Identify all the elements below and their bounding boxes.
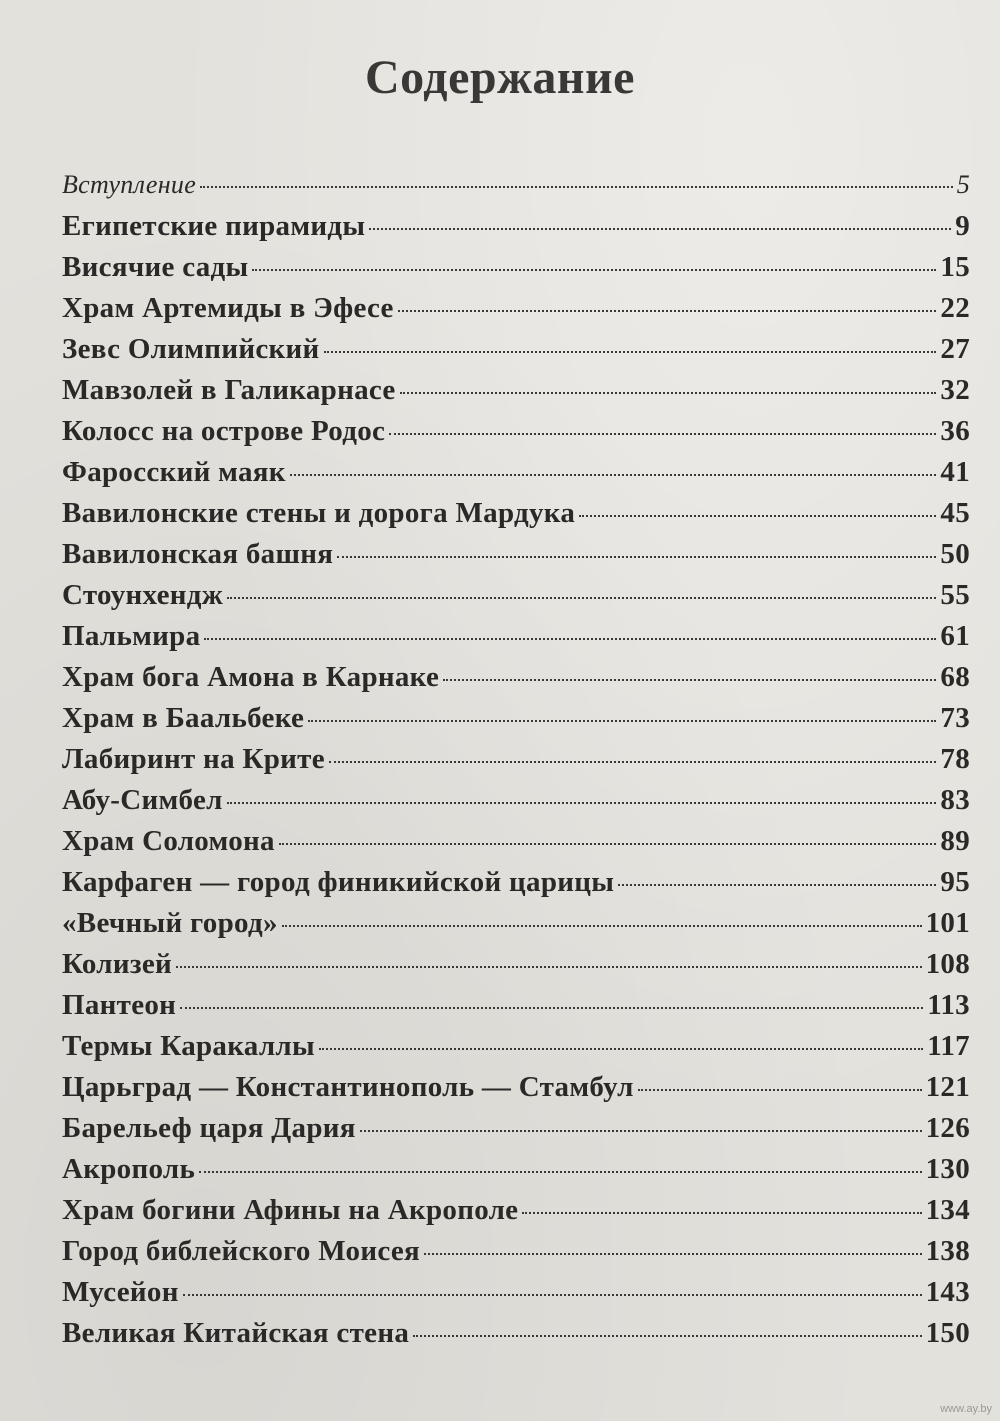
dot-leader <box>369 228 951 230</box>
toc-entry-title: Термы Каракаллы <box>62 1030 315 1062</box>
dot-leader <box>618 884 936 886</box>
toc-entry <box>62 1276 970 1317</box>
dot-leader <box>522 1212 921 1214</box>
dot-leader <box>252 269 936 271</box>
toc-entry-page: 95 <box>940 866 970 898</box>
toc-entry <box>62 1235 970 1276</box>
toc-entry-title: Мавзолей в Галикарнасе <box>62 374 396 406</box>
toc-entry <box>62 1317 970 1358</box>
toc-entry-page: 73 <box>940 702 970 734</box>
toc-entry <box>62 1112 970 1153</box>
toc-entry-page: 134 <box>925 1194 970 1226</box>
toc-entry-title: Пальмира <box>62 620 201 652</box>
toc-entry-title: Колосс на острове Родос <box>62 415 386 447</box>
dot-leader <box>200 186 953 188</box>
toc-entry-page: 113 <box>927 989 970 1021</box>
dot-leader <box>282 925 922 927</box>
table-of-contents <box>62 170 970 1358</box>
toc-entry-page: 50 <box>940 538 970 570</box>
dot-leader <box>308 720 936 722</box>
toc-entry-page: 108 <box>925 948 970 980</box>
toc-entry <box>62 620 970 661</box>
toc-entry-page: 78 <box>940 743 970 775</box>
toc-entry <box>62 292 970 333</box>
toc-entry-page: 5 <box>956 170 970 199</box>
dot-leader <box>424 1253 922 1255</box>
toc-entry-title: Вавилонская башня <box>62 538 334 570</box>
toc-entry <box>62 456 970 497</box>
dot-leader <box>290 474 937 476</box>
toc-entry-page: 36 <box>940 415 970 447</box>
toc-entry <box>62 497 970 538</box>
toc-entry-page: 150 <box>925 1317 970 1349</box>
page-title: Содержание <box>365 51 635 104</box>
dot-leader <box>638 1089 922 1091</box>
toc-entry <box>62 251 970 292</box>
dot-leader <box>204 638 936 640</box>
toc-entry <box>62 210 970 251</box>
toc-entry-page: 117 <box>927 1030 970 1062</box>
dot-leader <box>176 966 922 968</box>
dot-leader <box>227 597 936 599</box>
toc-entry-title: Барельеф царя Дария <box>62 1112 356 1144</box>
toc-entry <box>62 374 970 415</box>
dot-leader <box>199 1171 921 1173</box>
toc-entry-page: 138 <box>925 1235 970 1267</box>
toc-entry <box>62 1153 970 1194</box>
toc-entry <box>62 333 970 374</box>
dot-leader <box>579 515 936 517</box>
toc-entry <box>62 743 970 784</box>
toc-entry-page: 83 <box>940 784 970 816</box>
toc-entry <box>62 702 970 743</box>
toc-entry-title: Вступление <box>62 170 197 199</box>
toc-entry-page: 61 <box>940 620 970 652</box>
toc-entry <box>62 907 970 948</box>
toc-entry-title: Лабиринт на Крите <box>62 743 325 775</box>
toc-entry-page: 45 <box>940 497 970 529</box>
toc-entry-title: Мусейон <box>62 1276 179 1308</box>
dot-leader <box>360 1130 922 1132</box>
toc-entry-page: 22 <box>940 292 970 324</box>
dot-leader <box>389 433 936 435</box>
toc-entry-page: 89 <box>940 825 970 857</box>
toc-entry <box>62 415 970 456</box>
watermark: www.ay.by <box>940 1403 992 1415</box>
dot-leader <box>398 310 937 312</box>
toc-entry <box>62 1071 970 1112</box>
toc-entry-title: Акрополь <box>62 1153 196 1185</box>
toc-entry-title: Вавилонские стены и дорога Мардука <box>62 497 576 529</box>
toc-entry-title: Пантеон <box>62 989 177 1021</box>
toc-entry-page: 143 <box>925 1276 970 1308</box>
toc-entry-title: Храм богини Афины на Акрополе <box>62 1194 519 1226</box>
toc-entry <box>62 538 970 579</box>
toc-entry <box>62 1030 970 1071</box>
toc-entry-title: Храм в Баальбеке <box>62 702 305 734</box>
toc-entry-page: 121 <box>925 1071 970 1103</box>
dot-leader <box>443 679 936 681</box>
toc-entry-page: 27 <box>940 333 970 365</box>
toc-entry-title: Абу-Симбел <box>62 784 223 816</box>
toc-entry-page: 68 <box>940 661 970 693</box>
toc-entry-title: Египетские пирамиды <box>62 210 366 242</box>
toc-entry-title: Фаросский маяк <box>62 456 286 488</box>
toc-entry-page: 9 <box>955 210 970 242</box>
toc-entry-title: Висячие сады <box>62 251 249 283</box>
dot-leader <box>413 1335 921 1337</box>
dot-leader <box>400 392 937 394</box>
toc-entry <box>62 948 970 989</box>
dot-leader <box>319 1048 923 1050</box>
dot-leader <box>329 761 936 763</box>
toc-entry-title: Карфаген — город финикийской царицы <box>62 866 615 898</box>
toc-entry <box>62 1194 970 1235</box>
toc-entry <box>62 170 970 210</box>
dot-leader <box>279 843 937 845</box>
toc-entry-title: Великая Китайская стена <box>62 1317 410 1349</box>
toc-entry <box>62 989 970 1030</box>
dot-leader <box>324 351 937 353</box>
toc-entry-page: 32 <box>940 374 970 406</box>
dot-leader <box>180 1007 923 1009</box>
toc-entry-title: Храм Артемиды в Эфесе <box>62 292 394 324</box>
toc-entry-title: Колизей <box>62 948 173 980</box>
toc-entry-page: 55 <box>940 579 970 611</box>
toc-entry <box>62 579 970 620</box>
toc-entry-page: 15 <box>940 251 970 283</box>
toc-entry-title: Храм бога Амона в Карнаке <box>62 661 440 693</box>
toc-entry-title: Царьград — Константинополь — Стамбул <box>62 1071 634 1103</box>
toc-entry <box>62 866 970 907</box>
toc-entry-page: 101 <box>925 907 970 939</box>
toc-entry-page: 130 <box>925 1153 970 1185</box>
toc-entry <box>62 661 970 702</box>
toc-entry <box>62 784 970 825</box>
toc-entry-title: Зевс Олимпийский <box>62 333 320 365</box>
toc-entry-title: «Вечный город» <box>62 907 278 939</box>
dot-leader <box>337 556 936 558</box>
dot-leader <box>227 802 937 804</box>
toc-entry <box>62 825 970 866</box>
toc-entry-title: Храм Соломона <box>62 825 275 857</box>
dot-leader <box>183 1294 922 1296</box>
toc-entry-page: 126 <box>925 1112 970 1144</box>
toc-entry-page: 41 <box>940 456 970 488</box>
toc-entry-title: Стоунхендж <box>62 579 224 611</box>
toc-entry-title: Город библейского Моисея <box>62 1235 421 1267</box>
